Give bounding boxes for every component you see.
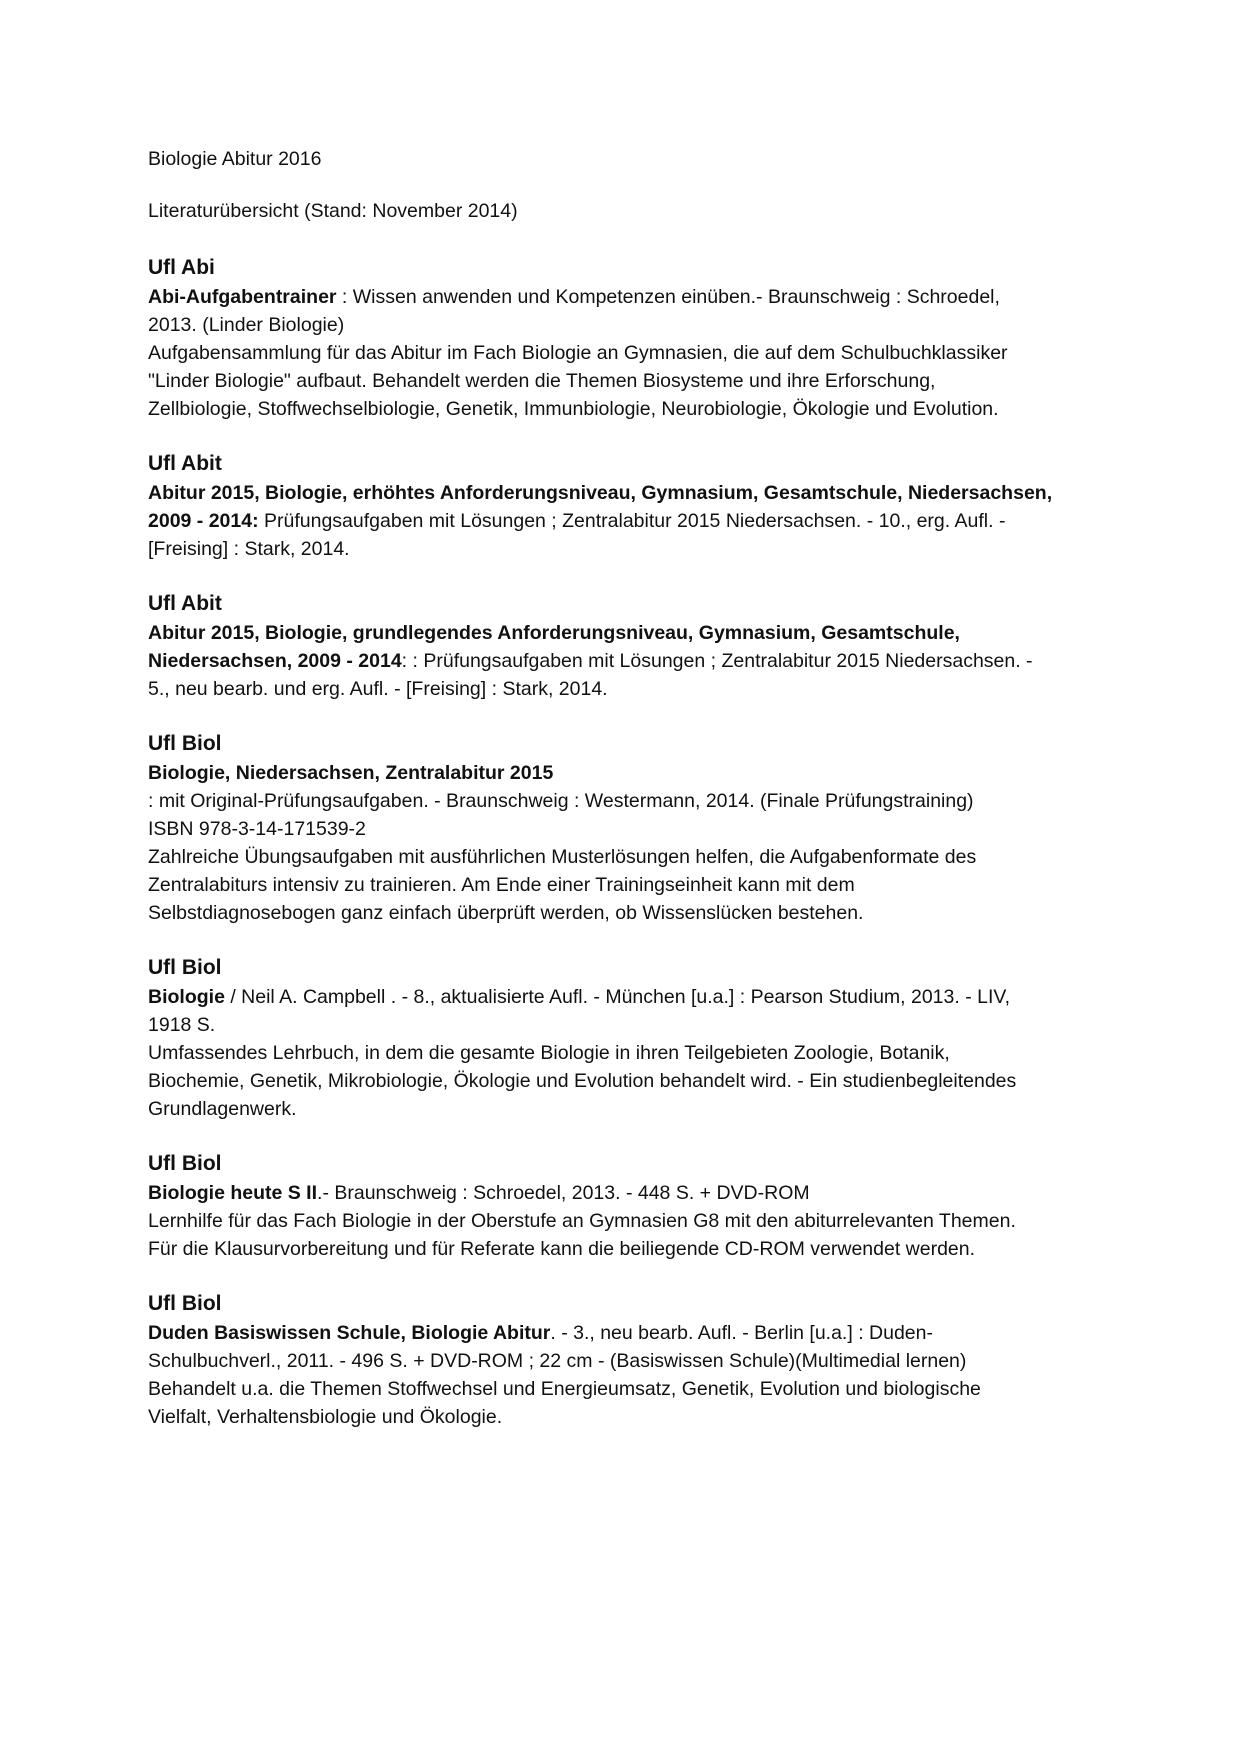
entry-line <box>148 619 1108 647</box>
entry-text: ISBN 978-3-14-171539-2 <box>148 818 366 840</box>
bibliography-entry <box>148 1289 1108 1431</box>
entry-title-bold: Biologie heute S II <box>148 1182 318 1204</box>
bibliography-list <box>148 253 1108 1431</box>
document-title: Biologie Abitur 2016 <box>148 148 322 170</box>
entry-line <box>148 815 1108 843</box>
entry-text: 1918 S. <box>148 1014 216 1036</box>
shelf-signature: Ufl Biol <box>148 1152 222 1175</box>
entry-line <box>148 283 1108 311</box>
entry-text: . - 3., neu bearb. Aufl. - Berlin [u.a.] : Duden- <box>550 1322 933 1344</box>
entry-title-bold: Abitur 2015, Biologie, grundlegendes Anforderungsniveau, Gymnasium, Gesamtschule, <box>148 622 960 644</box>
entry-text: Umfassendes Lehrbuch, in dem die gesamte Biologie in ihren Teilgebieten Zoologie, Botanik, <box>148 1042 950 1064</box>
entry-line <box>148 1179 1108 1207</box>
shelf-signature: Ufl Biol <box>148 1292 222 1315</box>
entry-line <box>148 535 1108 563</box>
entry-text: Für die Klausurvorbereitung und für Referate kann die beiliegende CD-ROM verwendet werden. <box>148 1238 976 1260</box>
entry-line <box>148 1319 1108 1347</box>
entry-line <box>148 1067 1108 1095</box>
entry-text: 2013. (Linder Biologie) <box>148 314 345 336</box>
entry-text: Prüfungsaufgaben mit Lösungen ; Zentralabitur 2015 Niedersachsen. - 10., erg. Aufl. - <box>258 510 1006 532</box>
entry-line <box>148 395 1108 423</box>
document-page <box>148 145 1108 1431</box>
entry-title-bold: Niedersachsen, 2009 - 2014 <box>148 650 402 672</box>
entry-line <box>148 1207 1108 1235</box>
entry-line <box>148 507 1108 535</box>
entry-line <box>148 983 1108 1011</box>
entry-title-bold: Abi-Aufgabentrainer <box>148 286 337 308</box>
entry-text: 5., neu bearb. und erg. Aufl. - [Freising] : Stark, 2014. <box>148 678 608 700</box>
entry-line <box>148 1011 1108 1039</box>
shelf-signature: Ufl Abit <box>148 592 222 615</box>
entry-text: Zentralabiturs intensiv zu trainieren. Am Ende einer Trainingseinheit kann mit dem <box>148 874 855 896</box>
entry-title-bold: Duden Basiswissen Schule, Biologie Abitur <box>148 1322 551 1344</box>
entry-line <box>148 899 1108 927</box>
entry-text: Vielfalt, Verhaltensbiologie und Ökologie. <box>148 1406 503 1428</box>
shelf-signature: Ufl Biol <box>148 732 222 755</box>
entry-line <box>148 1039 1108 1067</box>
entry-line <box>148 479 1108 507</box>
entry-line <box>148 1235 1108 1263</box>
entry-title-bold: Abitur 2015, Biologie, erhöhtes Anforderungsniveau, Gymnasium, Gesamtschule, Niedersachsen, <box>148 482 1053 504</box>
entry-line <box>148 1403 1108 1431</box>
entry-text: Aufgabensammlung für das Abitur im Fach Biologie an Gymnasien, die auf dem Schulbuchklassiker <box>148 342 1008 364</box>
entry-text: Selbstdiagnosebogen ganz einfach überprüft werden, ob Wissenslücken bestehen. <box>148 902 864 924</box>
entry-text: [Freising] : Stark, 2014. <box>148 538 350 560</box>
entry-title-bold: 2009 - 2014: <box>148 510 259 532</box>
entry-title-bold: Biologie <box>148 986 225 1008</box>
entry-text: : : Prüfungsaufgaben mit Lösungen ; Zentralabitur 2015 Niedersachsen. - <box>401 650 1033 672</box>
entry-line <box>148 759 1108 787</box>
entry-text: / Neil A. Campbell . - 8., aktualisierte Aufl. - München [u.a.] : Pearson Studium, 2013. - LIV, <box>224 986 1011 1008</box>
entry-text: .- Braunschweig : Schroedel, 2013. - 448 S. + DVD-ROM <box>317 1182 810 1204</box>
entry-text: Schulbuchverl., 2011. - 496 S. + DVD-ROM ; 22 cm - (Basiswissen Schule)(Multimedial lernen) <box>148 1350 967 1372</box>
entry-line <box>148 367 1108 395</box>
entry-text: : mit Original-Prüfungsaufgaben. - Braunschweig : Westermann, 2014. (Finale Prüfungstraining) <box>148 790 974 812</box>
bibliography-entry <box>148 953 1108 1123</box>
bibliography-entry <box>148 1149 1108 1263</box>
entry-line <box>148 1095 1108 1123</box>
entry-text: : Wissen anwenden und Kompetenzen einüben.- Braunschweig : Schroedel, <box>336 286 1000 308</box>
shelf-signature: Ufl Biol <box>148 956 222 979</box>
entry-line <box>148 675 1108 703</box>
entry-line <box>148 1375 1108 1403</box>
shelf-signature: Ufl Abi <box>148 256 215 279</box>
entry-line <box>148 843 1108 871</box>
entry-line <box>148 311 1108 339</box>
entry-text: Behandelt u.a. die Themen Stoffwechsel und Energieumsatz, Genetik, Evolution und biologische <box>148 1378 981 1400</box>
entry-text: Grundlagenwerk. <box>148 1098 297 1120</box>
entry-text: Lernhilfe für das Fach Biologie in der Oberstufe an Gymnasien G8 mit den abiturrelevanten Themen. <box>148 1210 1016 1232</box>
entry-line <box>148 339 1108 367</box>
entry-text: Zellbiologie, Stoffwechselbiologie, Genetik, Immunbiologie, Neurobiologie, Ökologie und Evolution. <box>148 398 999 420</box>
bibliography-entry <box>148 253 1108 423</box>
bibliography-entry <box>148 729 1108 927</box>
bibliography-entry <box>148 449 1108 563</box>
entry-text: Biochemie, Genetik, Mikrobiologie, Ökologie und Evolution behandelt wird. - Ein studienbegleitendes <box>148 1070 1017 1092</box>
entry-line <box>148 1347 1108 1375</box>
bibliography-entry <box>148 589 1108 703</box>
entry-title-bold: Biologie, Niedersachsen, Zentralabitur 2015 <box>148 762 554 784</box>
document-subtitle: Literaturübersicht (Stand: November 2014) <box>148 200 518 222</box>
entry-line <box>148 787 1108 815</box>
entry-text: "Linder Biologie" aufbaut. Behandelt werden die Themen Biosysteme und ihre Erforschung, <box>148 370 936 392</box>
shelf-signature: Ufl Abit <box>148 452 222 475</box>
entry-text: Zahlreiche Übungsaufgaben mit ausführlichen Musterlösungen helfen, die Aufgabenformate des <box>148 846 977 868</box>
entry-line <box>148 647 1108 675</box>
entry-line <box>148 871 1108 899</box>
